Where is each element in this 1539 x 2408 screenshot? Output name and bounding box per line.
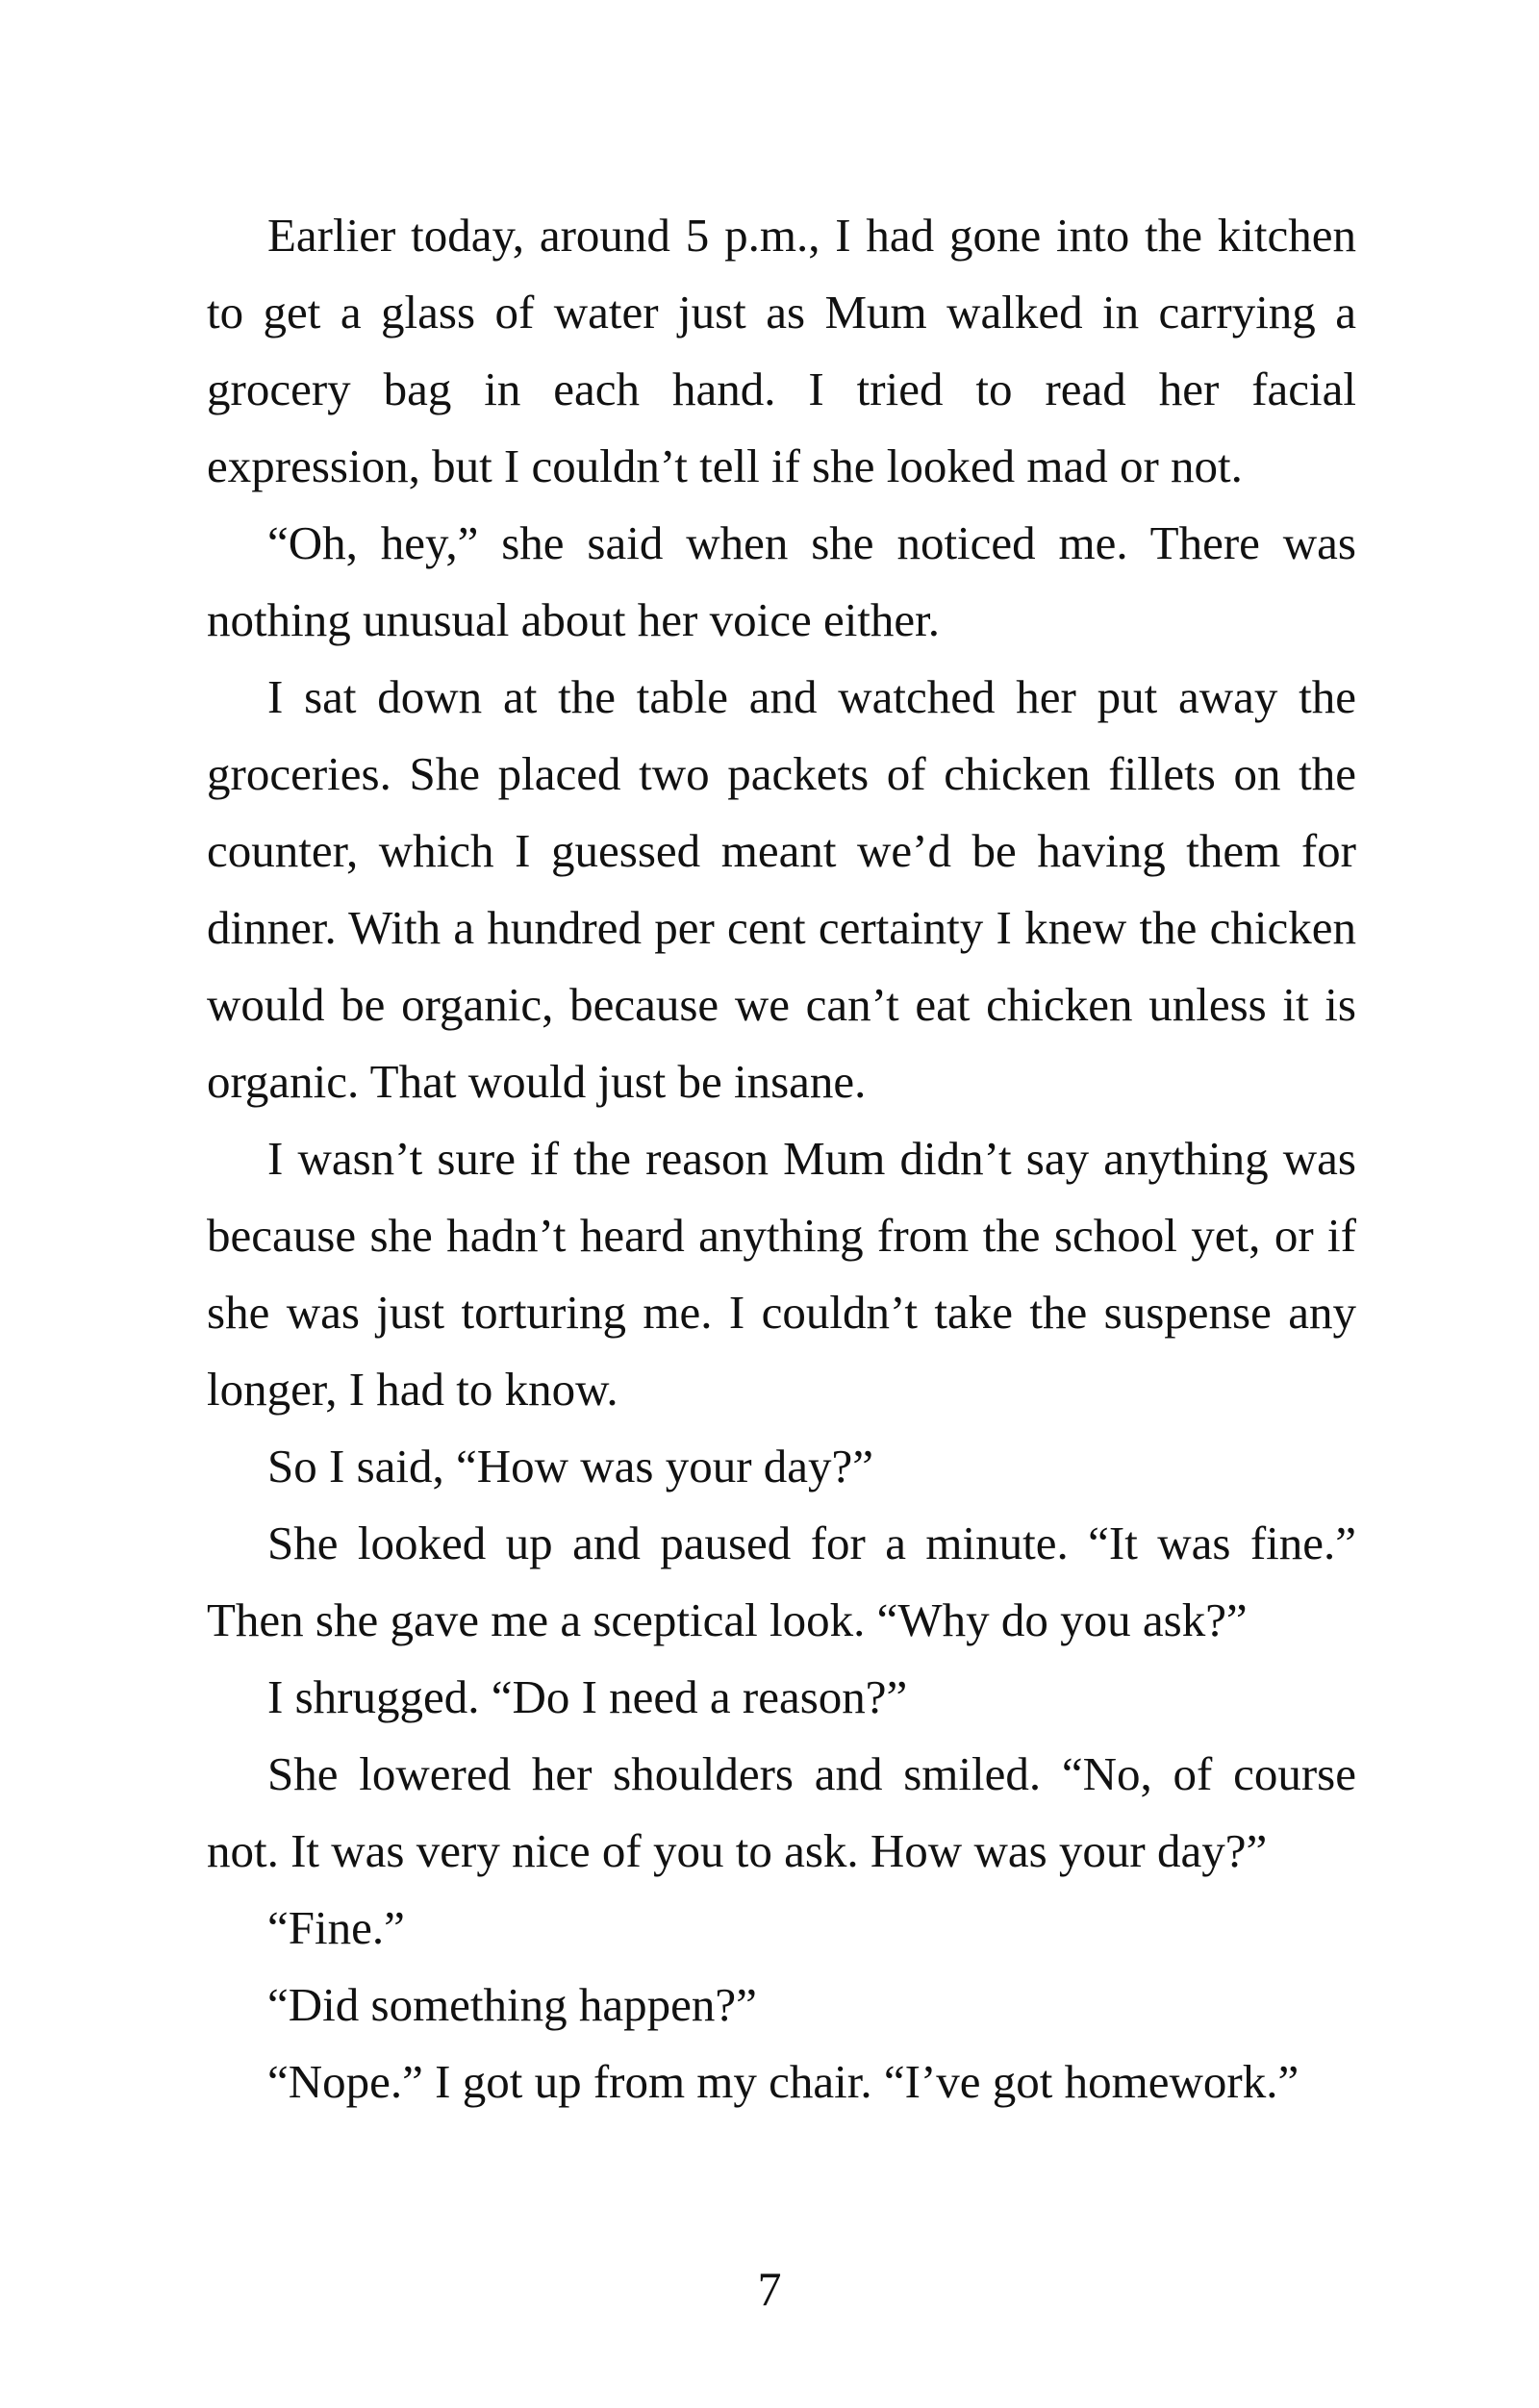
paragraph-11: “Nope.” I got up from my chair. “I’ve got homework.”	[267, 2055, 1299, 2108]
paragraph-7: I shrugged. “Do I need a reason?”	[267, 1670, 908, 1723]
paragraph-9: “Fine.”	[267, 1901, 405, 1954]
paragraph-3: I sat down at the table and watched her put away the groceries. She placed two packets of chicken fillets on the counter, which I guessed meant we’d be having them for dinner. With a hundred per cent certainty I knew the chicken would be organic, because we can’t eat chicken unless it is organic. That would just be insane.	[207, 670, 1356, 1108]
body-text	[207, 197, 1356, 2120]
paragraph-2: “Oh, hey,” she said when she noticed me. There was nothing unusual about her voice either.	[207, 516, 1356, 646]
paragraph-8: She lowered her shoulders and smiled. “No, of course not. It was very nice of you to ask. How was your day?”	[207, 1747, 1356, 1877]
paragraph-10: “Did something happen?”	[267, 1978, 757, 2031]
paragraph-6: She looked up and paused for a minute. “It was fine.” Then she gave me a sceptical look. “Why do you ask?”	[207, 1517, 1356, 1646]
paragraph-1: Earlier today, around 5 p.m., I had gone into the kitchen to get a glass of water just as Mum walked in carrying a grocery bag in each hand. I tried to read her facial expression, but I couldn’t tell if she looked mad or not.	[207, 209, 1356, 492]
paragraph-4: I wasn’t sure if the reason Mum didn’t say anything was because she hadn’t heard anything from the school yet, or if she was just torturing me. I couldn’t take the suspense any longer, I had to know.	[207, 1132, 1356, 1416]
paragraph-5: So I said, “How was your day?”	[267, 1440, 874, 1492]
page-number: 7	[757, 2262, 782, 2316]
